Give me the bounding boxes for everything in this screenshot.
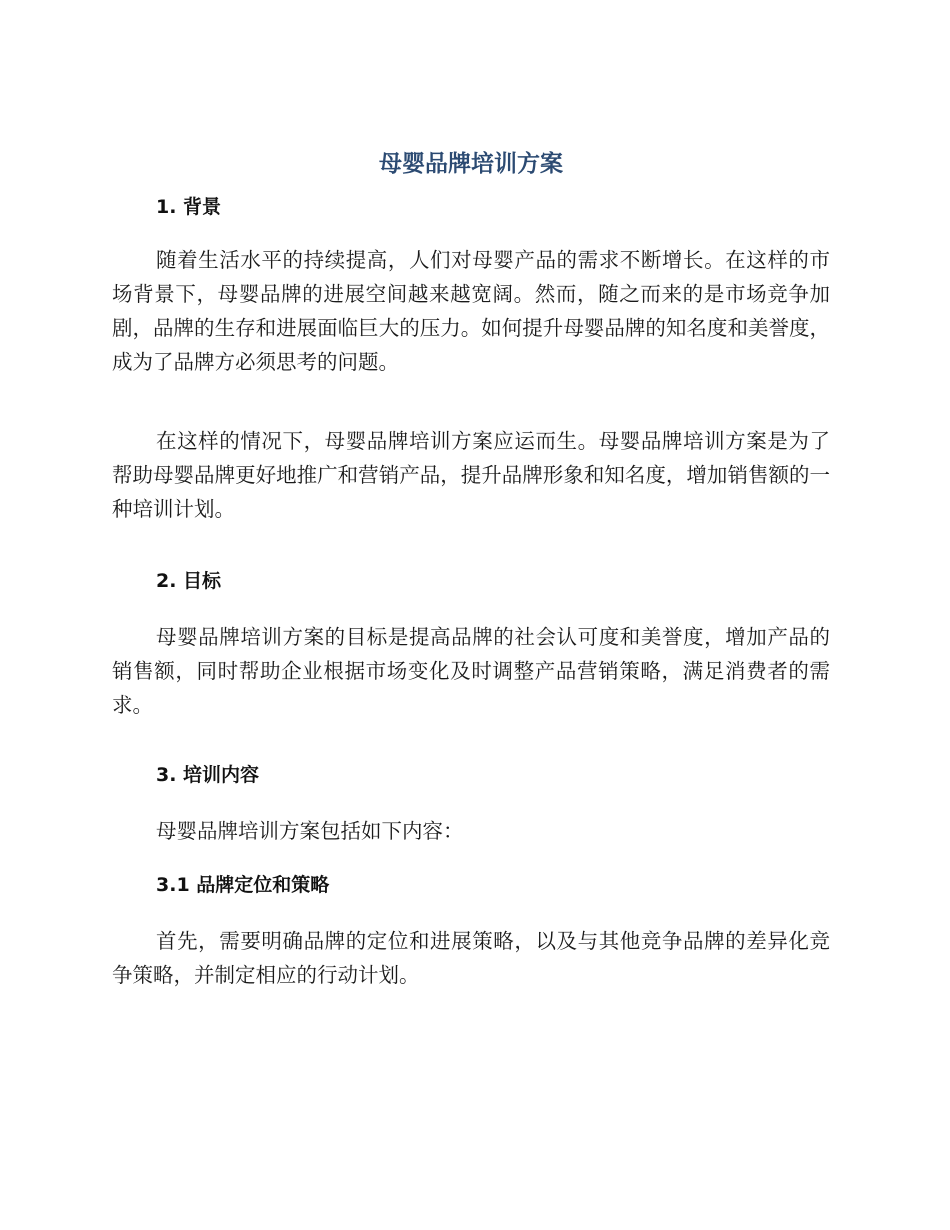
section-heading-brand-positioning: 3.1 品牌定位和策略 [156,874,330,896]
document-title: 母婴品牌培训方案 [379,151,563,177]
section-heading-training-content: 3. 培训内容 [156,764,260,786]
paragraph-brand-positioning: 首先，需要明确品牌的定位和进展策略，以及与其他竞争品牌的差异化竞争策略，并制定相应的行动计划。 [112,929,830,987]
paragraph-background-1: 随着生活水平的持续提高，人们对母婴产品的需求不断增长。在这样的市场背景下，母婴品牌的进展空间越来越宽阔。然而，随之而来的是市场竞争加剧，品牌的生存和进展面临巨大的压力。如何提升母婴品牌的知名度和美誉度，成为了品牌方必须思考的问题。 [112,248,830,374]
paragraph-training-content: 母婴品牌培训方案包括如下内容： [156,819,464,843]
section-heading-background: 1. 背景 [156,196,222,218]
section-heading-goal: 2. 目标 [156,570,222,592]
paragraph-goal: 母婴品牌培训方案的目标是提高品牌的社会认可度和美誉度，增加产品的销售额，同时帮助企业根据市场变化及时调整产品营销策略，满足消费者的需求。 [112,625,830,717]
paragraph-background-2: 在这样的情况下，母婴品牌培训方案应运而生。母婴品牌培训方案是为了帮助母婴品牌更好地推广和营销产品，提升品牌形象和知名度，增加销售额的一种培训计划。 [112,429,830,521]
